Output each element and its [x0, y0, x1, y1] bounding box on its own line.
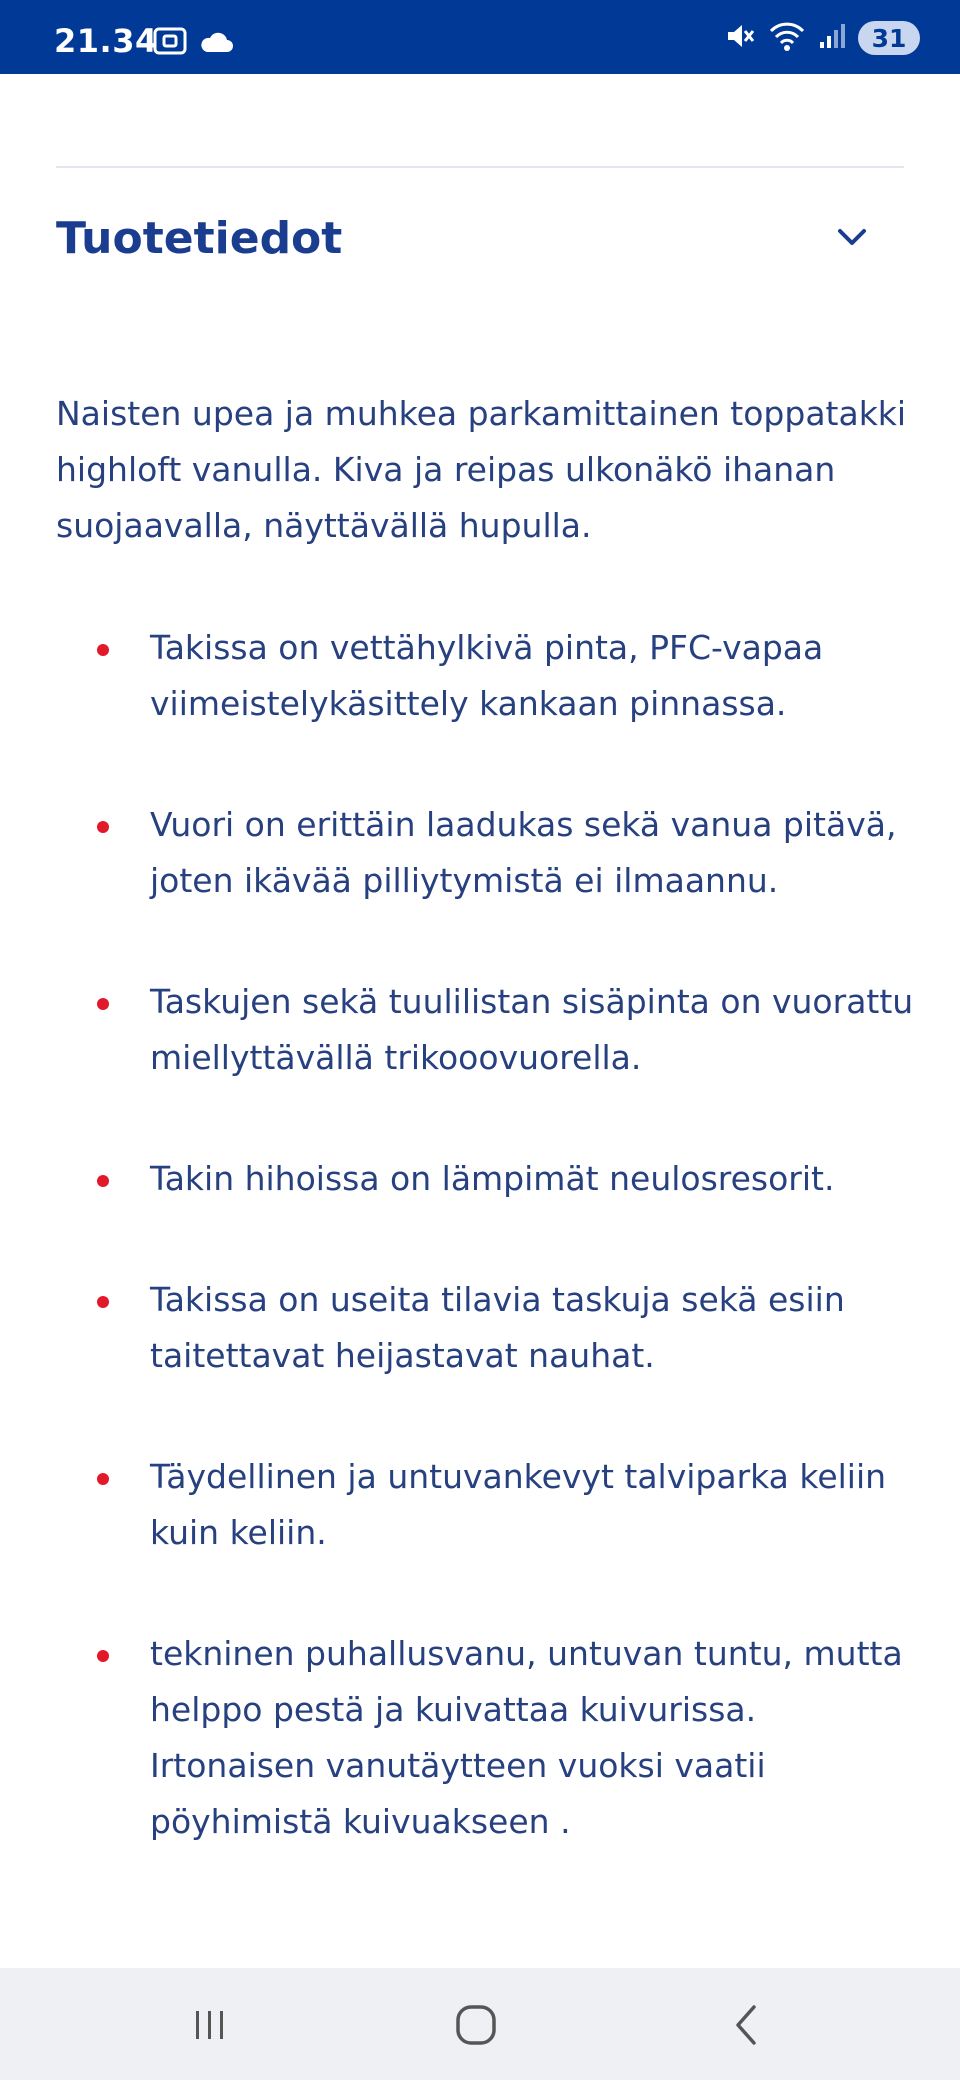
list-item — [56, 620, 926, 732]
feature-list — [56, 620, 926, 1915]
status-bar — [0, 0, 960, 74]
feature-text: tekninen puhallusvanu, untuvan tuntu, mutta helppo pestä ja kuivattaa kuivurissa. Irtonaisen vanutäytteen vuoksi vaatii pöyhimistä kuivuakseen . — [150, 1634, 903, 1841]
product-description: Naisten upea ja muhkea parkamittainen toppatakki highloft vanulla. Kiva ja reipas ulkonäkö ihanan suojaavalla, näyttävällä hupulla. — [56, 394, 907, 545]
chevron-down-icon[interactable] — [832, 217, 872, 257]
feature-text: Täydellinen ja untuvankevyt talviparka keliin kuin keliin. — [150, 1457, 887, 1552]
bullet-icon — [97, 998, 109, 1010]
list-item — [56, 1449, 926, 1561]
feature-text: Takin hihoissa on lämpimät neulosresorit. — [150, 1159, 835, 1198]
feature-text: Takissa on useita tilavia taskuja sekä esiin taitettavat heijastavat nauhat. — [150, 1280, 845, 1375]
cloud-icon — [198, 28, 234, 58]
status-time: 21.34 — [54, 22, 158, 60]
list-item — [56, 797, 926, 909]
bullet-icon — [97, 1175, 109, 1187]
list-item — [56, 1272, 926, 1384]
list-item — [56, 1626, 926, 1850]
section-title: Tuotetiedot — [56, 213, 343, 264]
bullet-icon — [97, 1473, 109, 1485]
feature-text: Taskujen sekä tuulilistan sisäpinta on vuorattu miellyttävällä trikooovuorella. — [150, 982, 914, 1077]
bullet-icon — [97, 1296, 109, 1308]
bullet-icon — [97, 1650, 109, 1662]
recents-icon[interactable] — [182, 2002, 238, 2048]
list-item — [56, 974, 926, 1086]
battery-indicator: 31 — [858, 21, 920, 55]
home-icon[interactable] — [448, 2002, 504, 2048]
wifi-icon — [768, 20, 806, 56]
signal-icon — [818, 22, 846, 54]
back-icon[interactable] — [718, 2002, 774, 2048]
feature-text: Takissa on vettähylkivä pinta, PFC-vapaa viimeistelykäsittely kankaan pinnassa. — [150, 628, 824, 723]
navigation-bar — [0, 1968, 960, 2080]
mute-icon — [724, 20, 756, 56]
divider — [56, 166, 904, 168]
screenshot-icon — [152, 26, 188, 60]
bullet-icon — [97, 821, 109, 833]
list-item — [56, 1151, 926, 1207]
bullet-icon — [97, 644, 109, 656]
product-info-toggle[interactable] — [56, 205, 904, 275]
feature-text: Vuori on erittäin laadukas sekä vanua pitävä, joten ikävää pilliytymistä ei ilmaannu. — [150, 805, 897, 900]
